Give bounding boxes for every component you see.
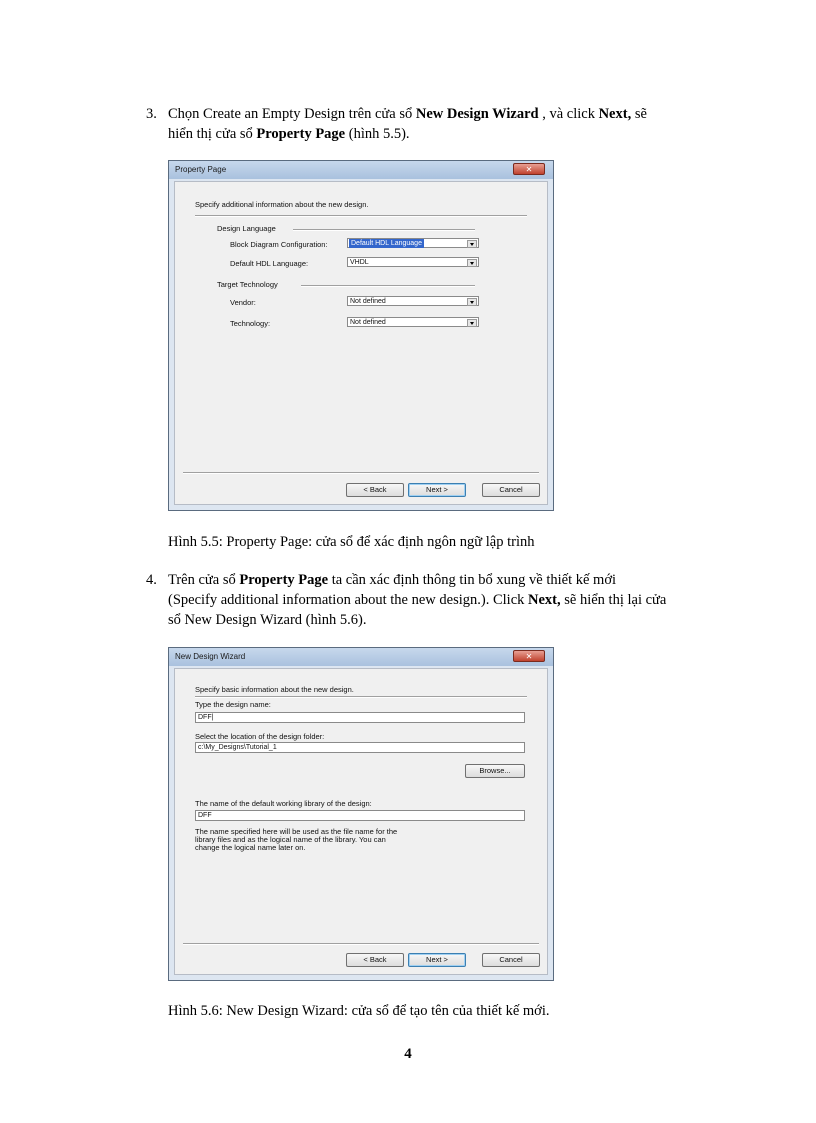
next-button[interactable]: Next > [408,483,466,497]
dialog-header-text: Specify additional information about the new design. [195,200,369,209]
cancel-button[interactable]: Cancel [482,483,540,497]
chevron-down-icon[interactable] [467,259,477,267]
design-name-input[interactable]: DFF| [195,712,525,723]
chevron-down-icon[interactable] [467,298,477,306]
dialog-titlebar [169,648,553,666]
library-note-line-1: The name specified here will be used as the file name for the [195,827,398,836]
header-divider [195,215,527,217]
group-divider [293,229,475,231]
vendor-select[interactable]: Not defined [347,296,479,306]
library-note-line-3: change the logical name later on. [195,843,306,852]
close-icon[interactable]: ✕ [513,163,545,175]
dialog-titlebar [169,161,553,179]
technology-select[interactable]: Not defined [347,317,479,327]
target-technology-group-label: Target Technology [217,280,278,289]
header-divider [195,696,527,698]
new-design-wizard-dialog [168,647,554,981]
step-number: 3. [146,106,157,122]
design-name-label: Type the design name: [195,700,271,709]
default-hdl-label: Default HDL Language: [230,259,309,268]
technology-label: Technology: [230,319,271,328]
browse-button[interactable]: Browse... [465,764,525,778]
block-diagram-label: Block Diagram Configuration: [230,240,328,249]
footer-divider [183,943,539,945]
close-icon[interactable]: ✕ [513,650,545,662]
figure-caption-5-6: Hình 5.6: New Design Wizard: cửa sổ để tạo tên của thiết kế mới. [168,1003,550,1019]
dialog-header-text: Specify basic information about the new design. [195,685,354,694]
design-language-group-label: Design Language [217,224,276,233]
back-button[interactable]: < Back [346,483,404,497]
dialog-title: New Design Wizard [175,652,246,661]
design-folder-label: Select the location of the design folder: [195,732,325,741]
figure-caption-5-5: Hình 5.5: Property Page: cửa sổ để xác định ngôn ngữ lập trình [168,534,535,550]
library-note-line-2: library files and as the logical name of the library. You can [195,835,386,844]
library-name-input[interactable]: DFF [195,810,525,821]
step-3-paragraph: 3. Chọn Create an Empty Design trên cửa sổ New Design Wizard , và click Next, sẽ hiển thị cửa sổ Property Page (hình 5.5). [146,106,647,142]
step-number: 4. [146,572,157,588]
dialog-body [174,181,548,505]
chevron-down-icon[interactable] [467,240,477,248]
block-diagram-select[interactable]: Default HDL Language [347,238,479,248]
design-folder-input[interactable]: c:\My_Designs\Tutorial_1 [195,742,525,753]
page-number: 4 [404,1046,412,1062]
dialog-title: Property Page [175,165,227,174]
vendor-label: Vendor: [230,298,256,307]
default-hdl-select[interactable]: VHDL [347,257,479,267]
dialog-body [174,668,548,975]
group-divider [301,285,475,287]
step-4-paragraph: 4. Trên cửa sổ Property Page ta cần xác định thông tin bổ xung về thiết kế mới (Specify additional information about the new design.). Click Next, sẽ hiển thị lại cửa sổ New Design Wizard (hình 5.6). [146,572,667,628]
library-name-label: The name of the default working library of the design: [195,799,372,808]
property-page-dialog [168,160,554,511]
next-button[interactable]: Next > [408,953,466,967]
cancel-button[interactable]: Cancel [482,953,540,967]
back-button[interactable]: < Back [346,953,404,967]
chevron-down-icon[interactable] [467,319,477,327]
footer-divider [183,472,539,474]
